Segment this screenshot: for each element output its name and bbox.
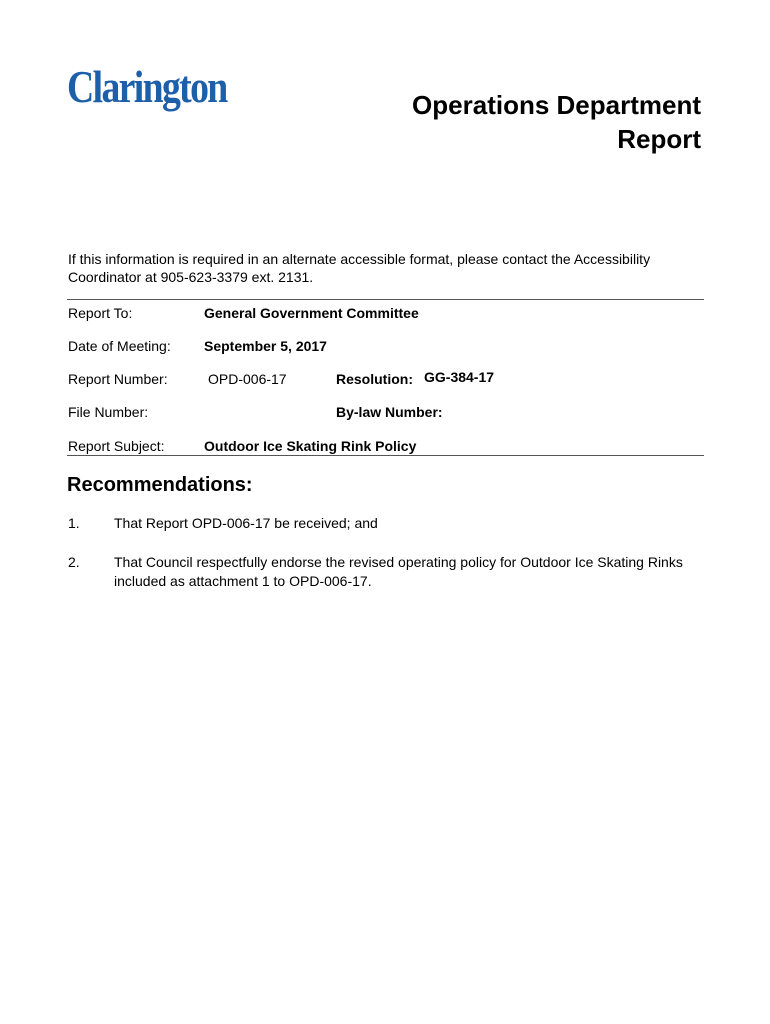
report-subject-value: Outdoor Ice Skating Rink Policy: [204, 438, 417, 454]
report-number-value: OPD-006-17: [208, 371, 287, 387]
recommendation-number: 1.: [68, 515, 80, 531]
recommendations-heading: Recommendations:: [67, 474, 253, 496]
report-subject-label: Report Subject:: [68, 438, 165, 454]
report-number-label: Report Number:: [68, 371, 168, 387]
report-to-value: General Government Committee: [204, 305, 419, 321]
report-title: [412, 88, 701, 156]
report-to-label: Report To:: [68, 305, 133, 321]
recommendation-text: That Report OPD-006-17 be received; and: [114, 515, 378, 531]
resolution-value: GG-384-17: [424, 369, 495, 385]
bylaw-number-label: By-law Number:: [336, 404, 443, 420]
accessibility-note: If this information is required in an alternate accessible format, please contact the Accessibility Coordinator at 905-623-3379 ext. 2131.: [68, 251, 651, 285]
date-of-meeting-value: September 5, 2017: [204, 338, 327, 354]
recommendation-number: 2.: [68, 554, 80, 570]
clarington-logo: Clarington: [67, 61, 227, 112]
recommendation-text: That Council respectfully endorse the revised operating policy for Outdoor Ice Skating Rinks included as attachment 1 to OPD-006-17.: [114, 554, 683, 589]
top-divider: [67, 299, 704, 300]
bottom-divider: [67, 455, 704, 456]
report-title-line2: Report: [617, 124, 701, 154]
report-title-line1: Operations Department: [412, 90, 701, 120]
date-of-meeting-label: Date of Meeting:: [68, 338, 171, 354]
file-number-label: File Number:: [68, 404, 149, 420]
resolution-label: Resolution:: [336, 371, 413, 387]
